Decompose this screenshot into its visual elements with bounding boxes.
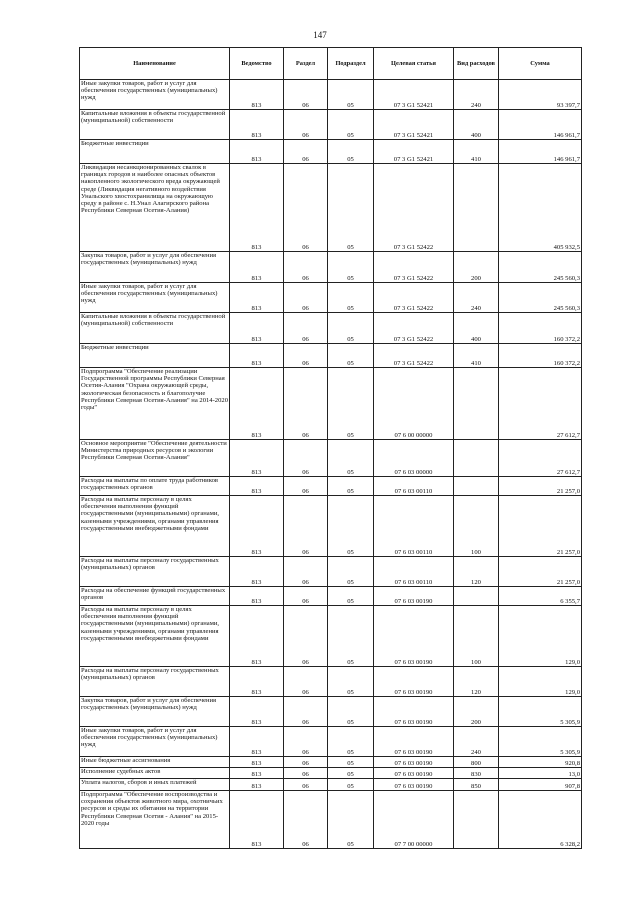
row-podrazdel-cell: 05	[328, 440, 374, 477]
row-ved-cell: 813	[230, 667, 284, 697]
row-podrazdel-cell: 05	[328, 80, 374, 110]
row-cs-cell: 07 3 G1 52422	[374, 164, 454, 252]
row-ved-cell: 813	[230, 344, 284, 368]
column-header: Наименование	[80, 48, 230, 80]
row-name-cell	[80, 768, 230, 779]
row-name-cell	[80, 313, 230, 344]
row-razdel-cell: 06	[284, 697, 328, 727]
row-sum-cell: 146 961,7	[499, 110, 582, 140]
row-sum-cell: 13,0	[499, 768, 582, 779]
row-name-text: Расходы на выплаты по оплате труда работников государственных органов	[81, 477, 218, 492]
column-header: Ведомство	[230, 48, 284, 80]
row-vr-cell	[454, 440, 499, 477]
row-ved-cell: 813	[230, 768, 284, 779]
row-vr-cell: 240	[454, 80, 499, 110]
table-row	[80, 440, 582, 477]
row-podrazdel-cell: 05	[328, 110, 374, 140]
row-name-text: Подпрограмма "Обеспечение реализации Государственной программы Республики Северная Осетия-Алания "Охрана окружающей среды, экологическая безопасность и благополучие Республики Северная Осетия-Алания" на 2014-2020 годы"	[81, 368, 228, 411]
row-name-text: Закупка товаров, работ и услуг для обеспечения государственных (муниципальных) нужд	[81, 252, 217, 267]
row-podrazdel-cell: 05	[328, 164, 374, 252]
row-cs-cell: 07 6 03 00190	[374, 667, 454, 697]
table-row	[80, 496, 582, 557]
row-name-cell	[80, 164, 230, 252]
row-vr-cell: 400	[454, 110, 499, 140]
table-row	[80, 791, 582, 849]
row-ved-cell: 813	[230, 557, 284, 587]
row-ved-cell: 813	[230, 440, 284, 477]
row-cs-cell: 07 6 03 00110	[374, 557, 454, 587]
row-podrazdel-cell: 05	[328, 606, 374, 667]
row-razdel-cell: 06	[284, 667, 328, 697]
row-vr-cell	[454, 164, 499, 252]
row-podrazdel-cell: 05	[328, 768, 374, 779]
row-sum-cell: 907,8	[499, 779, 582, 791]
row-cs-cell: 07 6 03 00190	[374, 606, 454, 667]
table-row	[80, 368, 582, 440]
row-vr-cell: 410	[454, 344, 499, 368]
row-name-text: Закупка товаров, работ и услуг для обеспечения государственных (муниципальных) нужд	[81, 697, 217, 712]
row-ved-cell: 813	[230, 252, 284, 283]
row-podrazdel-cell: 05	[328, 477, 374, 496]
row-name-text: Уплата налогов, сборов и иных платежей	[81, 779, 197, 787]
table-row	[80, 110, 582, 140]
column-header: Вид расходов	[454, 48, 499, 80]
row-sum-cell: 5 305,9	[499, 697, 582, 727]
row-razdel-cell: 06	[284, 727, 328, 757]
table-row	[80, 252, 582, 283]
row-ved-cell: 813	[230, 697, 284, 727]
row-podrazdel-cell: 05	[328, 779, 374, 791]
row-cs-cell: 07 6 03 00000	[374, 440, 454, 477]
row-name-text: Иные закупки товаров, работ и услуг для обеспечения государственных (муниципальных) нужд	[81, 80, 218, 102]
row-name-cell	[80, 477, 230, 496]
row-ved-cell: 813	[230, 368, 284, 440]
table-row	[80, 313, 582, 344]
row-name-text: Расходы на обеспечение функций государственных органов	[81, 587, 226, 602]
row-razdel-cell: 06	[284, 779, 328, 791]
row-sum-cell: 920,8	[499, 757, 582, 768]
table-row	[80, 140, 582, 164]
table-row	[80, 477, 582, 496]
row-podrazdel-cell: 05	[328, 557, 374, 587]
table-row	[80, 344, 582, 368]
row-cs-cell: 07 6 03 00110	[374, 477, 454, 496]
row-name-cell	[80, 757, 230, 768]
row-vr-cell	[454, 587, 499, 606]
column-header: Подраздел	[328, 48, 374, 80]
table-row	[80, 606, 582, 667]
table-row	[80, 667, 582, 697]
row-cs-cell: 07 3 G1 52422	[374, 283, 454, 313]
row-sum-cell: 21 257,0	[499, 477, 582, 496]
row-name-text: Иные бюджетные ассигнования	[81, 757, 171, 765]
row-vr-cell: 100	[454, 496, 499, 557]
row-cs-cell: 07 6 03 00190	[374, 768, 454, 779]
row-sum-cell: 160 372,2	[499, 313, 582, 344]
row-name-cell	[80, 557, 230, 587]
row-sum-cell: 21 257,0	[499, 496, 582, 557]
row-name-cell	[80, 727, 230, 757]
table-row	[80, 768, 582, 779]
row-podrazdel-cell: 05	[328, 252, 374, 283]
row-vr-cell: 240	[454, 283, 499, 313]
row-razdel-cell: 06	[284, 110, 328, 140]
row-name-text: Расходы на выплаты персоналу в целях обеспечения выполнения функций государственными (муниципальными) органами, казенными учреждениями, органами управления государственными внебюджетными фондами	[81, 496, 220, 532]
row-name-cell	[80, 791, 230, 849]
row-podrazdel-cell: 05	[328, 140, 374, 164]
row-podrazdel-cell: 05	[328, 496, 374, 557]
row-podrazdel-cell: 05	[328, 667, 374, 697]
row-razdel-cell: 06	[284, 477, 328, 496]
row-vr-cell: 400	[454, 313, 499, 344]
row-podrazdel-cell: 05	[328, 791, 374, 849]
row-ved-cell: 813	[230, 110, 284, 140]
row-razdel-cell: 06	[284, 757, 328, 768]
row-name-text: Расходы на выплаты персоналу государственных (муниципальных) органов	[81, 667, 219, 682]
row-podrazdel-cell: 05	[328, 587, 374, 606]
row-sum-cell: 245 560,3	[499, 252, 582, 283]
row-name-cell	[80, 368, 230, 440]
row-vr-cell: 830	[454, 768, 499, 779]
row-cs-cell: 07 3 G1 52422	[374, 252, 454, 283]
row-cs-cell: 07 6 00 00000	[374, 368, 454, 440]
column-header: Целевая статья	[374, 48, 454, 80]
row-ved-cell: 813	[230, 791, 284, 849]
row-ved-cell: 813	[230, 477, 284, 496]
row-name-text: Иные закупки товаров, работ и услуг для обеспечения государственных (муниципальных) нужд	[81, 283, 218, 305]
row-razdel-cell: 06	[284, 791, 328, 849]
row-razdel-cell: 06	[284, 587, 328, 606]
row-cs-cell: 07 3 G1 52422	[374, 344, 454, 368]
row-sum-cell: 405 932,5	[499, 164, 582, 252]
row-name-text: Иные закупки товаров, работ и услуг для обеспечения государственных (муниципальных) нужд	[81, 727, 218, 749]
row-cs-cell: 07 3 G1 52421	[374, 80, 454, 110]
row-name-text: Расходы на выплаты персоналу в целях обеспечения выполнения функций государственными (муниципальными) органами, казенными учреждениями, органами управления государственными внебюджетными фондами	[81, 606, 220, 642]
row-name-cell	[80, 606, 230, 667]
table-row	[80, 727, 582, 757]
table-row	[80, 283, 582, 313]
row-razdel-cell: 06	[284, 140, 328, 164]
row-cs-cell: 07 3 G1 52421	[374, 140, 454, 164]
row-razdel-cell: 06	[284, 283, 328, 313]
row-cs-cell: 07 7 00 00000	[374, 791, 454, 849]
row-name-cell	[80, 344, 230, 368]
row-sum-cell: 245 560,3	[499, 283, 582, 313]
row-vr-cell	[454, 477, 499, 496]
row-razdel-cell: 06	[284, 368, 328, 440]
row-podrazdel-cell: 05	[328, 757, 374, 768]
table-row	[80, 779, 582, 791]
row-sum-cell: 6 328,2	[499, 791, 582, 849]
row-sum-cell: 146 961,7	[499, 140, 582, 164]
row-cs-cell: 07 6 03 00190	[374, 697, 454, 727]
row-sum-cell: 6 355,7	[499, 587, 582, 606]
row-name-text: Расходы на выплаты персоналу государственных (муниципальных) органов	[81, 557, 219, 572]
row-vr-cell: 200	[454, 697, 499, 727]
row-ved-cell: 813	[230, 587, 284, 606]
page-number: 147	[313, 30, 327, 40]
row-podrazdel-cell: 05	[328, 313, 374, 344]
row-cs-cell: 07 6 03 00190	[374, 757, 454, 768]
table-row	[80, 757, 582, 768]
row-razdel-cell: 06	[284, 252, 328, 283]
row-razdel-cell: 06	[284, 606, 328, 667]
row-name-cell	[80, 110, 230, 140]
row-name-text: Подпрограмма "Обеспечение воспроизводства и сохранения объектов животного мира, охотничьих ресурсов и среды их обитания на территории Республики Северная Осетия - Алания" на 2015-2020 годы	[81, 791, 223, 827]
row-vr-cell: 850	[454, 779, 499, 791]
row-ved-cell: 813	[230, 757, 284, 768]
row-name-cell	[80, 140, 230, 164]
row-vr-cell	[454, 791, 499, 849]
row-ved-cell: 813	[230, 140, 284, 164]
row-sum-cell: 27 612,7	[499, 440, 582, 477]
row-name-cell	[80, 440, 230, 477]
row-razdel-cell: 06	[284, 557, 328, 587]
row-vr-cell: 240	[454, 727, 499, 757]
row-ved-cell: 813	[230, 496, 284, 557]
row-podrazdel-cell: 05	[328, 697, 374, 727]
table-row	[80, 697, 582, 727]
row-cs-cell: 07 6 03 00190	[374, 727, 454, 757]
row-cs-cell: 07 6 03 00110	[374, 496, 454, 557]
row-name-cell	[80, 667, 230, 697]
row-ved-cell: 813	[230, 164, 284, 252]
row-name-text: Капитальные вложения в объекты государственной (муниципальной) собственности	[81, 313, 226, 328]
row-cs-cell: 07 3 G1 52422	[374, 313, 454, 344]
column-header: Сумма	[499, 48, 582, 80]
row-name-text: Капитальные вложения в объекты государственной (муниципальной) собственности	[81, 110, 226, 125]
row-name-text: Бюджетные инвестиции	[81, 344, 149, 352]
row-name-cell	[80, 779, 230, 791]
row-podrazdel-cell: 05	[328, 727, 374, 757]
row-sum-cell: 160 372,2	[499, 344, 582, 368]
row-name-cell	[80, 283, 230, 313]
row-razdel-cell: 06	[284, 496, 328, 557]
row-sum-cell: 5 305,9	[499, 727, 582, 757]
row-podrazdel-cell: 05	[328, 344, 374, 368]
row-podrazdel-cell: 05	[328, 368, 374, 440]
row-sum-cell: 129,0	[499, 606, 582, 667]
row-name-cell	[80, 496, 230, 557]
row-razdel-cell: 06	[284, 768, 328, 779]
row-vr-cell: 800	[454, 757, 499, 768]
row-vr-cell	[454, 368, 499, 440]
row-razdel-cell: 06	[284, 440, 328, 477]
row-ved-cell: 813	[230, 313, 284, 344]
row-ved-cell: 813	[230, 779, 284, 791]
column-header: Раздел	[284, 48, 328, 80]
row-sum-cell: 27 612,7	[499, 368, 582, 440]
row-razdel-cell: 06	[284, 344, 328, 368]
row-name-text: Основное мероприятие "Обеспечение деятельности Министерства природных ресурсов и экологии Республики Северная Осетия-Алания"	[81, 440, 227, 462]
table-row	[80, 80, 582, 110]
row-ved-cell: 813	[230, 727, 284, 757]
table-row	[80, 164, 582, 252]
row-name-text: Бюджетные инвестиции	[81, 140, 149, 148]
row-razdel-cell: 06	[284, 313, 328, 344]
row-cs-cell: 07 6 03 00190	[374, 779, 454, 791]
budget-table	[79, 47, 582, 849]
row-name-cell	[80, 80, 230, 110]
row-sum-cell: 129,0	[499, 667, 582, 697]
table-row	[80, 587, 582, 606]
table-row	[80, 557, 582, 587]
row-name-text: Исполнение судебных актов	[81, 768, 161, 776]
row-vr-cell: 410	[454, 140, 499, 164]
row-podrazdel-cell: 05	[328, 283, 374, 313]
row-ved-cell: 813	[230, 283, 284, 313]
row-name-cell	[80, 252, 230, 283]
row-razdel-cell: 06	[284, 164, 328, 252]
row-name-cell	[80, 587, 230, 606]
row-cs-cell: 07 6 03 00190	[374, 587, 454, 606]
row-razdel-cell: 06	[284, 80, 328, 110]
row-sum-cell: 21 257,0	[499, 557, 582, 587]
row-cs-cell: 07 3 G1 52421	[374, 110, 454, 140]
row-vr-cell: 200	[454, 252, 499, 283]
row-vr-cell: 100	[454, 606, 499, 667]
row-vr-cell: 120	[454, 667, 499, 697]
row-name-text: Ликвидация несанкционированных свалок в границах городов и наиболее опасных объектов накопленного экологического вреда окружающей среде (Ликвидация негативного воздействия Унальского хвостохранилища на окружающую среду в районе с. Н.Унал Алагирского района Республики Северная Осетия-Алания)	[81, 164, 220, 214]
row-name-cell	[80, 697, 230, 727]
row-ved-cell: 813	[230, 80, 284, 110]
row-vr-cell: 120	[454, 557, 499, 587]
row-ved-cell: 813	[230, 606, 284, 667]
table-header-row	[80, 48, 582, 80]
row-sum-cell: 93 397,7	[499, 80, 582, 110]
